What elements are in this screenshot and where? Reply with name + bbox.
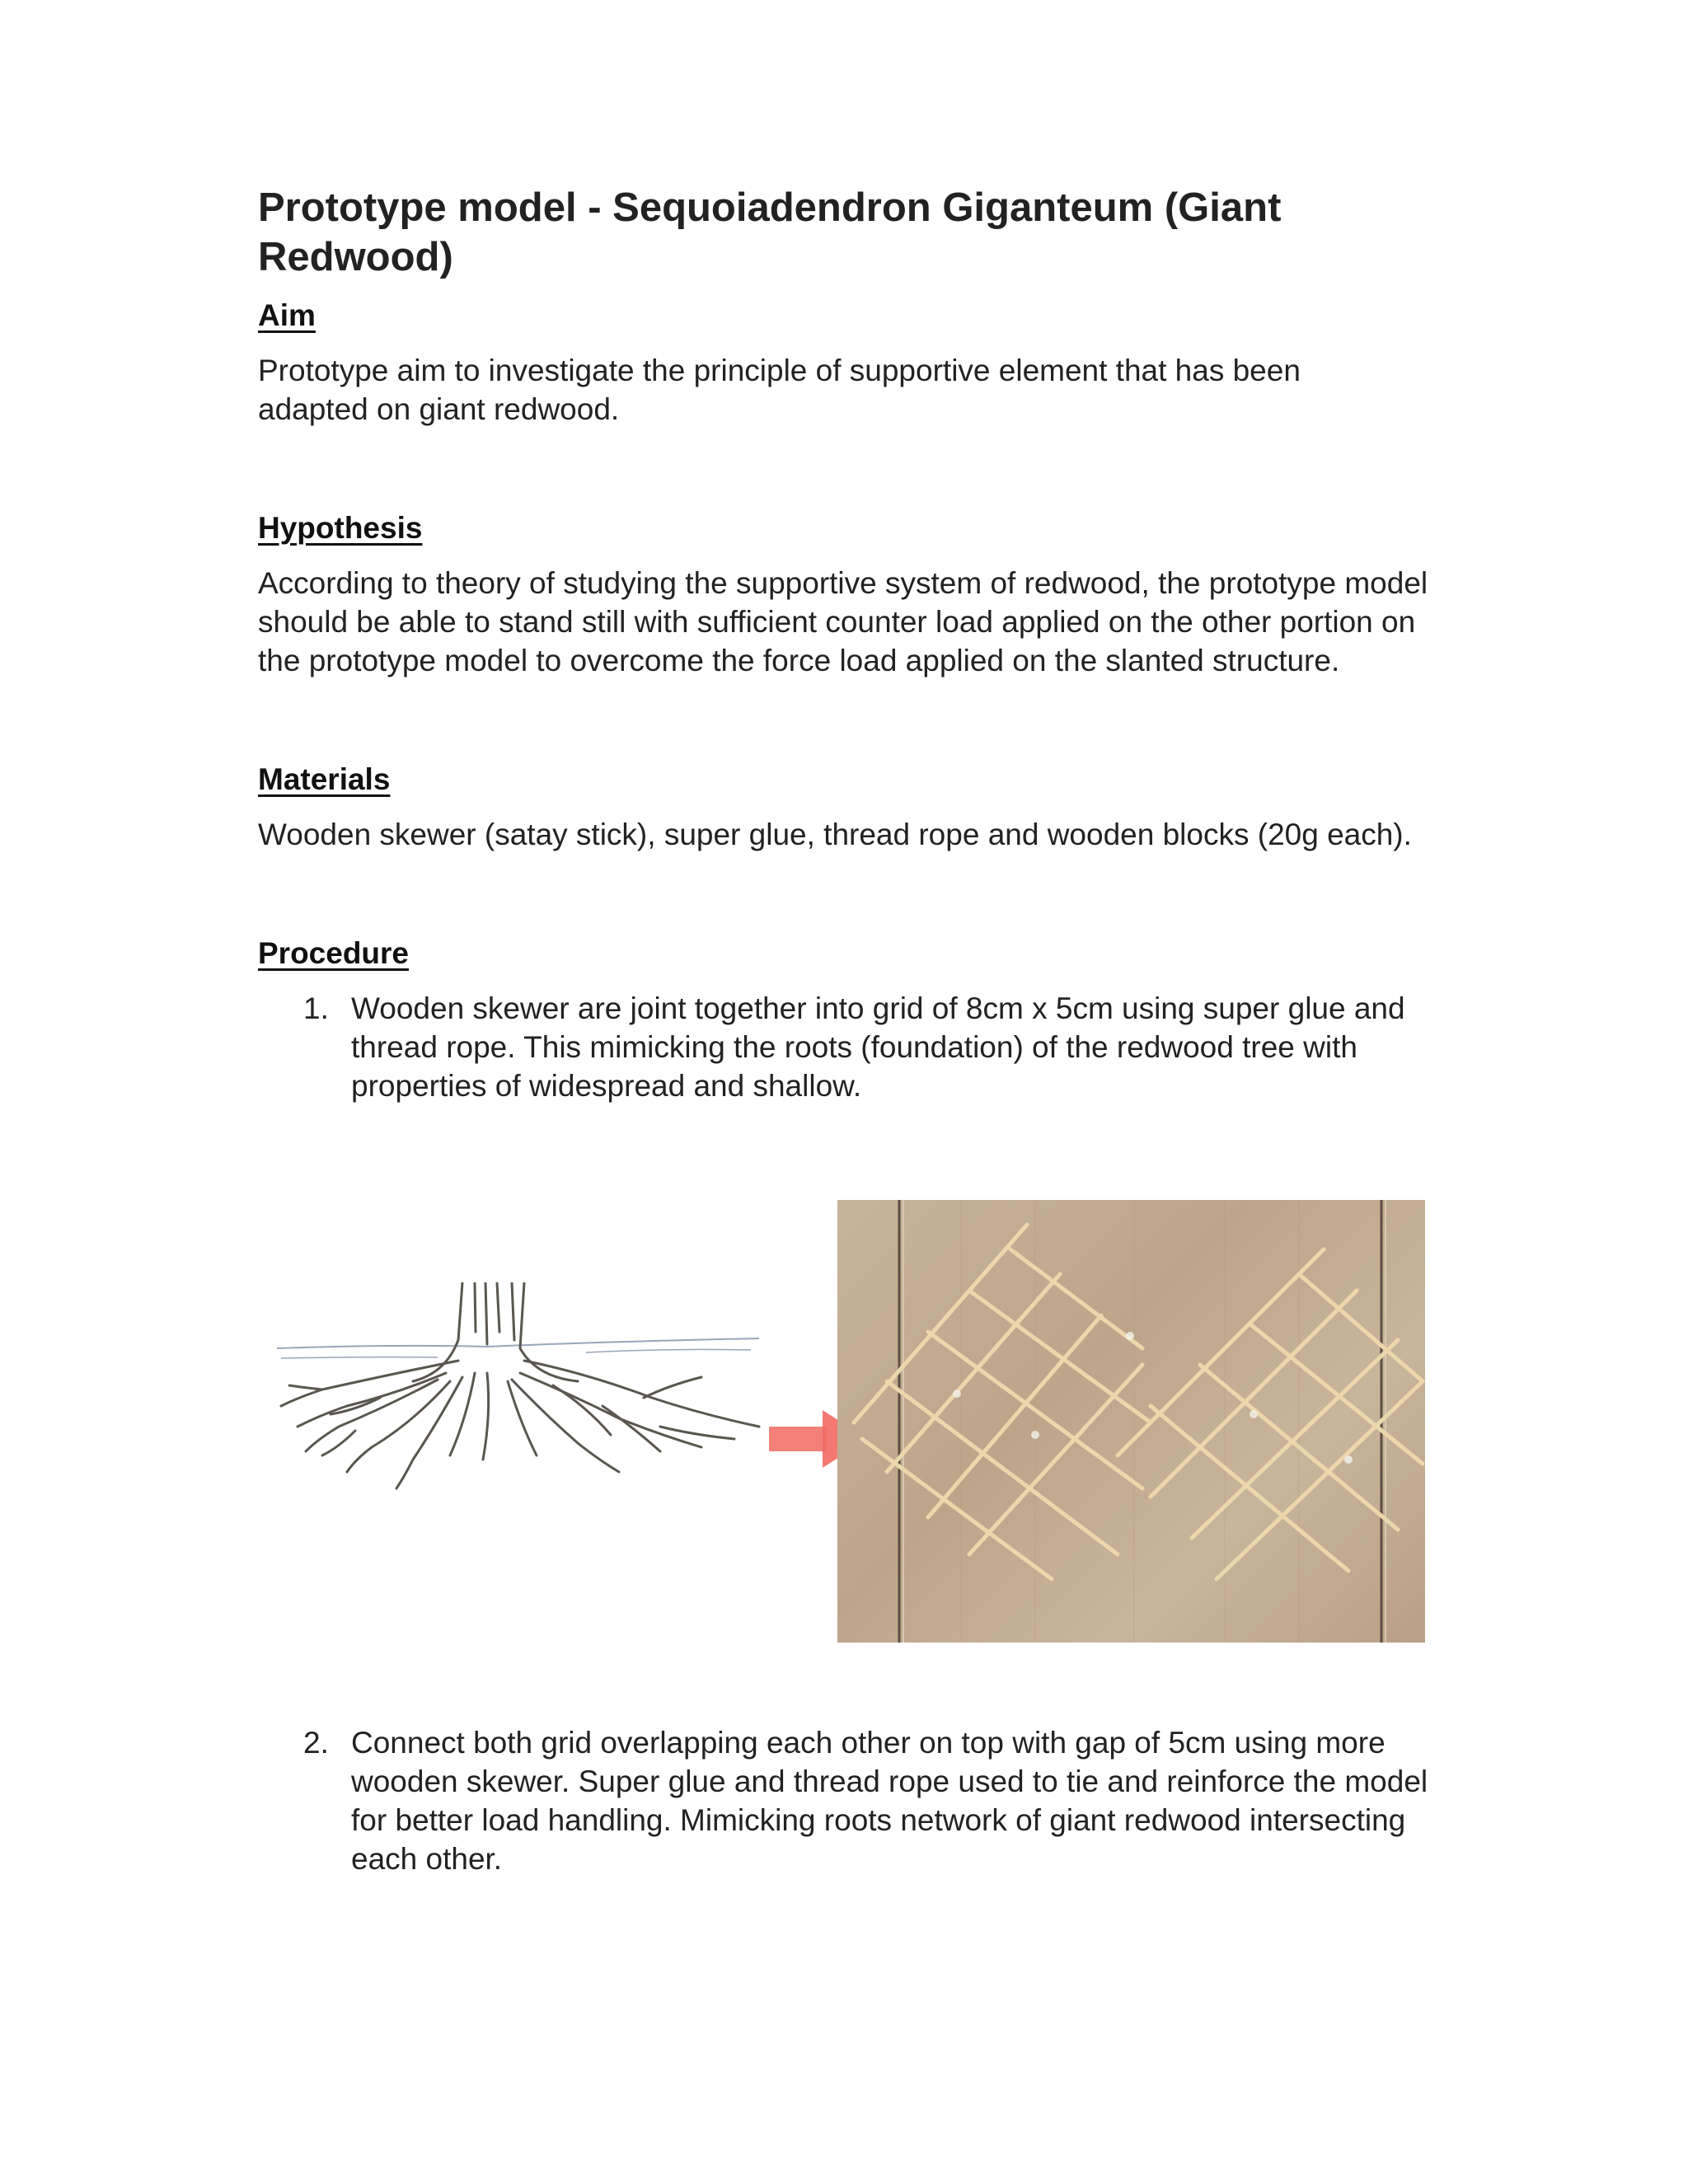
step-1-number: 1. xyxy=(303,991,329,1025)
document-title xyxy=(258,183,1329,282)
materials-text: Wooden skewer (satay stick), super glue, thread rope and wooden blocks (20g each). xyxy=(258,818,1412,851)
aim-text: Prototype aim to investigate the principle of supportive element that has been adapted on giant redwood. xyxy=(258,354,1301,426)
procedure-heading: Procedure xyxy=(258,936,410,970)
document-content xyxy=(258,183,1445,1878)
procedure-step-2 xyxy=(258,1723,1447,1878)
title-prefix: Prototype model - xyxy=(258,185,613,230)
materials-heading: Materials xyxy=(258,762,391,796)
title-main: Sequoiadendron Giganteum (Giant Redwood) xyxy=(258,185,1282,279)
step-1-text: Wooden skewer are joint together into grid of 8cm x 5cm using super glue and thread rope. This mimicking the roots (foundation) of the redwood tree with properties of widespread and shallow. xyxy=(351,991,1405,1103)
hypothesis-text: According to theory of studying the supportive system of redwood, the prototype model should be able to stand still with sufficient counter load applied on the other portion on the prototype model to overcome the force load applied on the slanted structure. xyxy=(258,566,1428,677)
roots-comparison-figure xyxy=(258,1200,1428,1645)
aim-heading: Aim xyxy=(258,298,316,332)
tree-roots-sketch-image xyxy=(273,1282,784,1530)
step-2-text: Connect both grid overlapping each other on top with gap of 5cm using more wooden skewer. Super glue and thread rope used to tie and reinforce the model for better load handling. Mimicking roots network of giant redwood intersecting each other. xyxy=(351,1726,1428,1876)
hypothesis-heading: Hypothesis xyxy=(258,511,423,545)
procedure-step-1 xyxy=(258,989,1447,1105)
skewer-grid-photo xyxy=(837,1200,1425,1643)
step-2-number: 2. xyxy=(303,1726,329,1760)
